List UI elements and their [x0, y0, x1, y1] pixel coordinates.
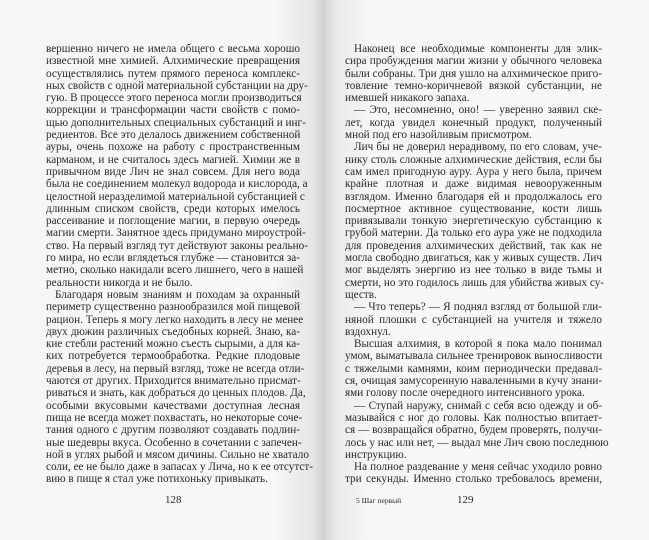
text-line: магии смерти. Занятное здесь придумано мироустрой-: [46, 227, 306, 240]
right-page: [324, 0, 649, 540]
text-line: товление темно-коричневой вязкой субстанции, не: [345, 79, 602, 92]
text-line: периметр существенно разнообразился мой пищевой: [46, 301, 300, 314]
text-line: лет, когда увидел конечный продукт, полученный: [345, 116, 602, 129]
text-line: сам имел пригодную ауру. Аура у него была, причем: [345, 165, 602, 178]
text-line: риваться и знать, как добраться до ценных плодов. Да,: [46, 387, 306, 400]
text-line: го мира, но если вглядеться глубже — становится за-: [46, 252, 300, 265]
text-line: умом, выматывала сильнее тренировок выносливости: [345, 350, 603, 363]
text-line: пища не всегда может похвастать, но некоторые соче-: [46, 411, 303, 424]
text-line: реальности никогда и не было.: [46, 276, 193, 289]
text-line: инструкцию.: [345, 448, 407, 461]
text-line: чаются от других. Приходится внимательно присмат-: [46, 375, 301, 388]
text-line: соли, ее не было даже в запасах у Лича, но к ее отсутст-: [46, 461, 313, 474]
text-line: деревья в лесу, на первый взгляд, тоже не всегда отли-: [46, 362, 305, 375]
text-line: имевшей никакого запаха.: [345, 92, 470, 105]
text-line: была не соединением молекул водорода и кислорода, а: [46, 178, 308, 191]
text-line: были собраны. Три дня ушло на алхимическое приго-: [345, 67, 602, 80]
text-line: ями голову после очередного интенсивного урока.: [345, 387, 585, 400]
text-line: привязывали тонкую энергетическую субстанцию к: [345, 215, 602, 228]
text-line: карманом, и не считалось здесь магией. Химии же в: [46, 153, 300, 166]
text-line: няной плошки с субстанцией на учителя и тяжело: [345, 313, 602, 326]
text-line: вздохнул.: [345, 325, 391, 338]
text-line: двух дюжин различных съедобных корней. Знаю, ка-: [46, 325, 300, 338]
text-line: На полное раздевание у меня сейчас уходило ровно: [354, 461, 602, 474]
text-line: лось у нас или нет, — выдал мне Лич свою последнюю: [345, 436, 609, 449]
text-line: грубой материи. Да только его аура уже не подходила: [345, 227, 602, 240]
text-line: мной под его назойливым присмотром.: [345, 129, 532, 142]
page-number-right: 129: [457, 494, 474, 506]
text-line: рацион. Теперь я могу легко находить в лесу не менее: [46, 313, 304, 326]
text-line: щью дополнительных специальных субстанций и инг-: [46, 116, 306, 129]
text-line: коррекции и трансформации части свойств с помо-: [46, 104, 300, 117]
text-line: Наконец все необходимые компоненты для элик-: [354, 43, 602, 55]
text-line: рассеивание и поглощение магии, в первую очередь: [46, 215, 300, 228]
text-line: три секунды. Именно столько требовалось времени,: [345, 473, 602, 486]
text-line: ных свойств с одной материальной субстанции на дру-: [46, 79, 308, 92]
text-line: — Это, несомненно, оно! — уверенно заявил ске-: [354, 104, 602, 117]
text-line: ные шедевры вкуса. Особенно в сочетании с запечен-: [46, 436, 302, 449]
text-line: длинным списком свойств, среди которых имелось: [46, 202, 300, 215]
left-page: [0, 0, 324, 540]
text-line: Лич бы не доверил нерадивому, по его словам, уче-: [354, 141, 602, 154]
text-line: мазывайся с ног до головы. Как полностью впитает-: [345, 411, 602, 424]
text-line: мог выделять энергию из нее только в виде тьмы и: [345, 264, 602, 277]
text-line: осуществлялись путем прямого переноса комплекс-: [46, 67, 300, 80]
text-line: для проведения алхимических действий, так как не: [345, 239, 602, 252]
text-line: с тяжелыми камнями, коим периодически предавал-: [345, 362, 602, 375]
text-line: особыми вкусовыми качествами доступная лесная: [46, 399, 300, 412]
text-line: сира пробуждения магии жизни у обычного человека: [345, 55, 602, 68]
text-line: — Что теперь? — Я поднял взгляд от большой гли-: [354, 301, 602, 314]
text-line: гую. В процессе этого переноса могли производиться: [46, 92, 302, 105]
text-line: нику столь сложные алхимические действия, если бы: [345, 153, 602, 166]
running-footer: 5 Шаг первый: [356, 496, 402, 505]
left-page-text: [46, 43, 313, 486]
text-line: могла свободно двигаться, как у живых существ. Лич: [345, 252, 602, 265]
text-line: привычном виде Лич не знал совсем. Для него вода: [46, 165, 300, 178]
text-line: вию в пище я стал уже потихоньку привыкать.: [46, 473, 268, 486]
text-line: редиентов. Все это делалось движением собственной: [46, 129, 301, 142]
text-line: смерти, но это годилось лишь для убийства живых су-: [345, 276, 605, 289]
text-line: взглядом. Именно благодаря ей и продолжалось его: [345, 190, 602, 203]
text-line: Высшая алхимия, в которой я пока мало понимал: [354, 338, 602, 351]
text-line: целостной неразделимой материальной субстанцией с: [46, 190, 305, 203]
text-line: ной в углях рыбой и мясом дичины. Сильно не хватало: [46, 448, 309, 461]
text-line: ауры, очень похоже на работу с пространственным: [46, 141, 300, 154]
text-line: ство. На первый взгляд тут действуют законы реально-: [46, 239, 308, 252]
text-line: Благодаря новым знаниям и походам за охранный: [55, 288, 300, 301]
right-page-text: [345, 43, 609, 486]
text-line: ся — возвращайся обратно, будем проверять, получи-: [345, 424, 602, 437]
text-line: кие стебли растений можно съесть сырыми, а для ка-: [46, 338, 300, 351]
page-number-left: 128: [165, 494, 182, 506]
text-line: ся, очищая замусоренную наваленными в кучу знани-: [345, 375, 603, 388]
text-line: — Ступай наружу, снимай с себя всю одежду и об-: [354, 399, 602, 412]
text-line: крайне плотная и даже видимая невооруженным: [345, 178, 602, 191]
text-line: ких потребуется термообработка. Редкие плодовые: [46, 350, 300, 363]
text-line: метно, сколько накидали всего лишнего, чего в нашей: [46, 264, 304, 277]
text-line: посмертное активное существование, кости лишь: [345, 202, 602, 215]
text-line: известной мне химией. Алхимические превращения: [46, 55, 300, 68]
text-line: вершенно ничего не имела общего с весьма хорошо: [46, 43, 300, 55]
text-line: ществ.: [345, 288, 377, 301]
text-line: тания одного с другим позволяют создавать подлин-: [46, 424, 300, 437]
